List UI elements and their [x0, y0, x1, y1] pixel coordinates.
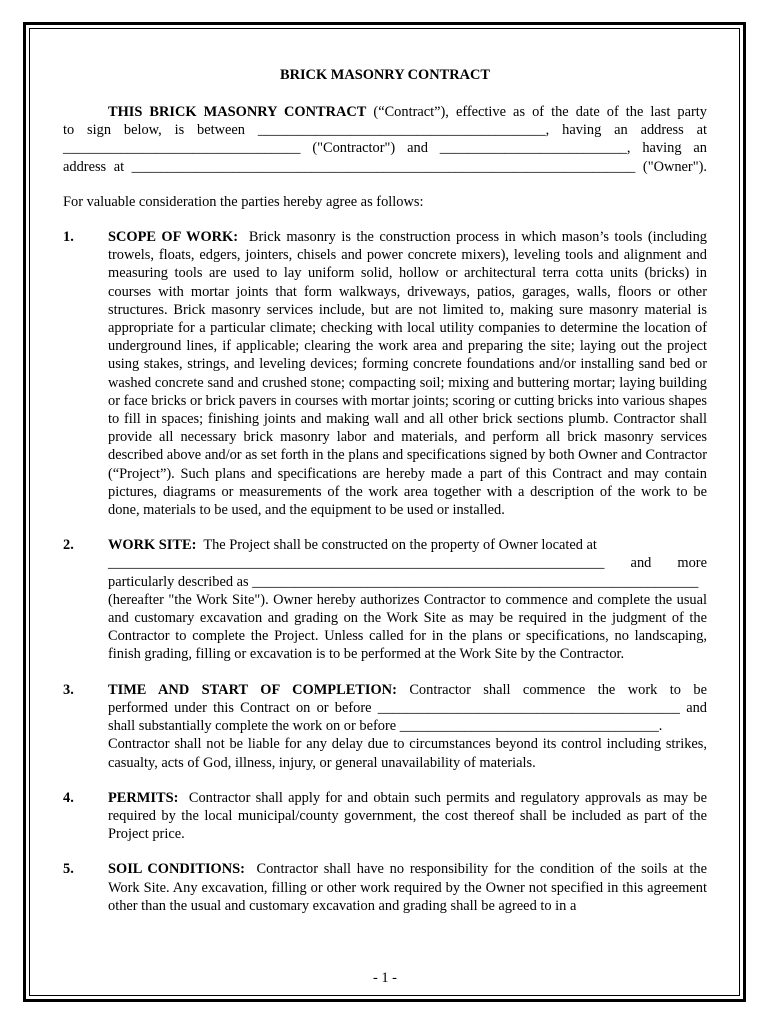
- section-number: 3.: [63, 681, 74, 698]
- section-heading: TIME AND START OF COMPLETION:: [108, 681, 397, 698]
- work-site-line-1: [108, 536, 707, 554]
- document-title: BRICK MASONRY CONTRACT: [279, 67, 491, 83]
- document-page: [63, 66, 707, 915]
- intro-paragraph: [63, 103, 707, 176]
- work-site-line-2: _____________________________________________________________________ and more: [108, 555, 707, 572]
- work-site-location: The Project shall be constructed on the property of Owner located at: [203, 537, 597, 554]
- section-body: [108, 789, 707, 844]
- intro-line-2: to sign below, is between ________________________________________, having an address at: [63, 122, 707, 139]
- section-number: 4.: [63, 789, 74, 806]
- section-body: [108, 860, 707, 915]
- section-number: 5.: [63, 861, 74, 878]
- intro-line-4: address at ______________________________________________________________________ ("Owner").: [63, 158, 707, 175]
- section-body: [108, 228, 707, 519]
- section-heading: PERMITS:: [108, 789, 179, 806]
- section-permits: [63, 789, 707, 844]
- page-number: - 1 -: [373, 970, 397, 986]
- intro-line-3: _________________________________ ("Contractor") and __________________________, having an: [63, 140, 707, 157]
- section-work-site: [63, 536, 707, 663]
- section-number: 2.: [63, 537, 74, 554]
- section-number: 1.: [63, 229, 74, 246]
- section-text: Contractor shall have no responsibility for the condition of the soils at the Work Site. Any excavation, filling or other work required by the Owner not specified in this agreement other than the usual and customary excavation and grading shall be agreed to in a: [108, 861, 707, 914]
- intro-line-1-rest: (“Contract”), effective as of the date of the last party: [366, 104, 707, 120]
- work-site-line-3: particularly described as ______________________________________________________________: [108, 573, 699, 590]
- section-soil-conditions: [63, 860, 707, 915]
- section-heading: SCOPE OF WORK:: [108, 229, 239, 246]
- section-time-and-start: [63, 681, 707, 772]
- intro-line-1: [63, 103, 707, 121]
- intro-contract-name: THIS BRICK MASONRY CONTRACT: [108, 104, 367, 120]
- section-text: Contractor shall apply for and obtain such permits and regulatory approvals as may be required by the local municipal/county government, the cost thereof shall be included as part of the Project price.: [108, 789, 707, 843]
- section-text: (hereafter "the Work Site"). Owner hereby authorizes Contractor to commence and complete the usual and customary excavation and grading on the Work Site as may be required in the judgment of the Contractor to complete the Project. Unless called for in the plans or specifications, no landscaping, finish grading, filling or excavation is to be performed at the Work Site by the Contractor.: [108, 591, 707, 663]
- section-text: Contractor shall not be liable for any delay due to circumstances beyond its control including strikes, casualty, acts of God, illness, injury, or general unavailability of materials.: [108, 736, 707, 771]
- section-heading: SOIL CONDITIONS:: [108, 861, 245, 878]
- time-line-1: [108, 681, 707, 699]
- time-line-3: shall substantially complete the work on or before ____________________________________.: [108, 718, 663, 735]
- section-scope-of-work: [63, 228, 707, 519]
- consideration-text: For valuable consideration the parties hereby agree as follows:: [63, 193, 424, 210]
- section-text: Brick masonry is the construction process in which mason’s tools (including trowels, floats, edgers, jointers, chisels and power concrete mixers), leveling tools and alignment and measuring tools are used to lay uniform solid, hollow or architectural terra cotta units (bricks) in courses with mortar joints that form walkways, driveways, patios, garages, walls, floors or other structures. Brick masonry services include, but are not limited to, making sure masonry material is appropriate for a particular climate; checking with local utility companies to determine the location of underground lines, if applicable; clearing the work area and preparing the site; laying out the project using stakes, strings, and leveling devices; forming concrete foundations and/or installing sand bed or washed concrete sand and crushed stone; compacting soil; mixing and buttering mortar; laying building or face bricks or brick pavers in courses with mortar joints; scoring or cutting bricks into various shapes to fill in spaces; finishing joints and making wall and all other brick sections plumb. Contractor shall provide all necessary brick masonry labor and materials, and perform all brick masonry services described above and/or as set forth in the plans and specifications signed by both Owner and Contractor (“Project”). Such plans and specifications are hereby made a part of this Contract and may contain pictures, diagrams or measurements of the work area together with a description of the work to be done, materials to be used, and the equipment to be used or installed.: [108, 229, 707, 519]
- time-line-2: performed under this Contract on or before __________________________________________ and: [108, 699, 707, 716]
- time-line-1-rest: Contractor shall commence the work to be: [409, 681, 707, 698]
- section-heading: WORK SITE:: [108, 537, 197, 554]
